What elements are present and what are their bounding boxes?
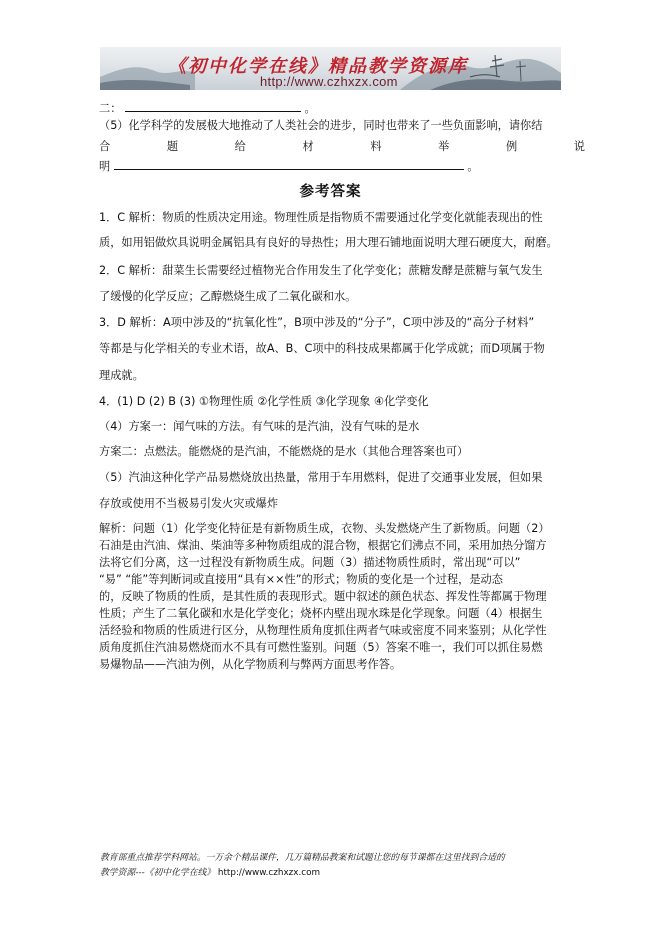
answer2-line2: 了缓慢的化学反应；乙醇燃烧生成了二氧化碳和水。 xyxy=(99,290,357,303)
answer3-line2: 等都是与化学相关的专业术语，故A、B、C项中的科技成果都属于化学成就；而D项属于物 xyxy=(99,342,545,355)
spread-char: 材 xyxy=(302,140,314,153)
explanation-line8: 质角度抓住汽油易燃烧而水不具有可燃性鉴别。问题（5）答案不唯一，我们可以抓住易燃 xyxy=(99,641,543,654)
spread-char: 给 xyxy=(234,140,246,153)
explanation-line6: 性质；产生了二氧化碳和水是化学变化；烧杯内壁出现水珠是化学现象。问题（4）根据生 xyxy=(99,607,543,620)
footer-line2 xyxy=(100,866,570,881)
spread-char: 例 xyxy=(505,140,518,153)
question-part4-prefix: 二： xyxy=(99,102,122,115)
question-part5-line1: （5）化学科学的发展极大地推动了人类社会的进步，同时也带来了一些负面影响，请你结 xyxy=(99,119,543,132)
question-part5-suffix: 。 xyxy=(467,160,479,173)
answer1-line1: 1．C 解析：物质的性质决定用途。物理性质是指物质不需要通过化学变化就能表现出的性 xyxy=(99,211,543,224)
answer4-line1: 4．(1) D (2) B (3) ①物理性质 ②化学性质 ③化学现象 ④化学变化 xyxy=(99,395,429,408)
footer-line2-prefix: 教学资源---《初中化学在线》 xyxy=(100,868,216,878)
spread-char: 说 xyxy=(573,140,585,153)
banner-title: 《初中化学在线》精品教学资源库 xyxy=(168,56,468,77)
spread-char: 举 xyxy=(438,140,450,153)
explanation-line5: 的，反映了物质的性质，是其性质的表现形式。题中叙述的颜色状态、挥发性等都属于物理 xyxy=(99,590,547,603)
explanation-line7: 活经验和物质的性质进行区分，从物理性质角度抓住两者气味或密度不同来鉴别；从化学性 xyxy=(99,624,547,637)
answer-blank xyxy=(125,99,301,112)
question-part5-line2 xyxy=(99,138,585,154)
explanation-line3: 法将它们分离，这一过程没有新物质生成。问题（3）描述物质性质时，常出现“可以” xyxy=(99,556,521,569)
footer-line1: 教育部重点推荐学科网站。一万余个精品课件，几万篇精品教案和试题让您的每节课都在这里找到合适的 xyxy=(100,853,505,863)
answer3-line3: 理成就。 xyxy=(99,369,144,382)
answer4-line5: 存放或使用不当极易引发火灾或爆炸 xyxy=(99,497,279,510)
question-part5-line3 xyxy=(99,157,479,174)
answer2-line1: 2．C 解析：甜菜生长需要经过植物光合作用发生了化学变化；蔗糖发酵是蔗糖与氧气发生 xyxy=(99,264,543,277)
answer3-line1: 3．D 解析：A项中涉及的“抗氧化性”，B项中涉及的“分子”，C项中涉及的“高分子材料” xyxy=(99,316,535,329)
header-banner xyxy=(100,47,561,90)
spread-char: 题 xyxy=(166,140,179,153)
explanation-line1: 解析：问题（1）化学变化特征是有新物质生成，衣物、头发燃烧产生了新物质。问题（2） xyxy=(99,522,550,535)
question-part5-prefix: 明 xyxy=(99,160,111,173)
banner-url-link[interactable]: http://www.czhxzx.com xyxy=(260,74,398,89)
question-part4-suffix: 。 xyxy=(304,102,316,115)
answer-blank xyxy=(114,157,464,170)
explanation-line2: 石油是由汽油、煤油、柴油等多种物质组成的混合物，根据它们沸点不同，采用加热分馏方 xyxy=(99,539,547,552)
answers-heading: 参考答案 xyxy=(299,184,362,200)
answer4-line4: （5）汽油这种化学产品易燃烧放出热量，常用于车用燃料，促进了交通事业发展，但如果 xyxy=(99,471,543,484)
footer-url-link[interactable]: http://www.czhxzx.com xyxy=(217,868,321,878)
question-part4-line xyxy=(99,99,316,116)
answer4-line2: （4）方案一：闻气味的方法。有气味的是汽油，没有气味的是水 xyxy=(99,420,420,433)
answer4-line3: 方案二：点燃法。能燃烧的是汽油，不能燃烧的是水（其他合理答案也可） xyxy=(99,445,469,458)
explanation-line9: 易爆物品——汽油为例，从化学物质利与弊两方面思考作答。 xyxy=(99,658,402,671)
page-footer xyxy=(100,851,570,881)
spread-char: 料 xyxy=(370,140,382,153)
explanation-line4: “易” “能”等判断词或直接用“具有××性”的形式；物质的变化是一个过程，是动态 xyxy=(99,573,503,586)
spread-char: 合 xyxy=(99,140,111,153)
answer1-line2: 质，如用铝做炊具说明金属铝具有良好的导热性；用大理石铺地面说明大理石硬度大，耐磨。 xyxy=(99,236,558,249)
